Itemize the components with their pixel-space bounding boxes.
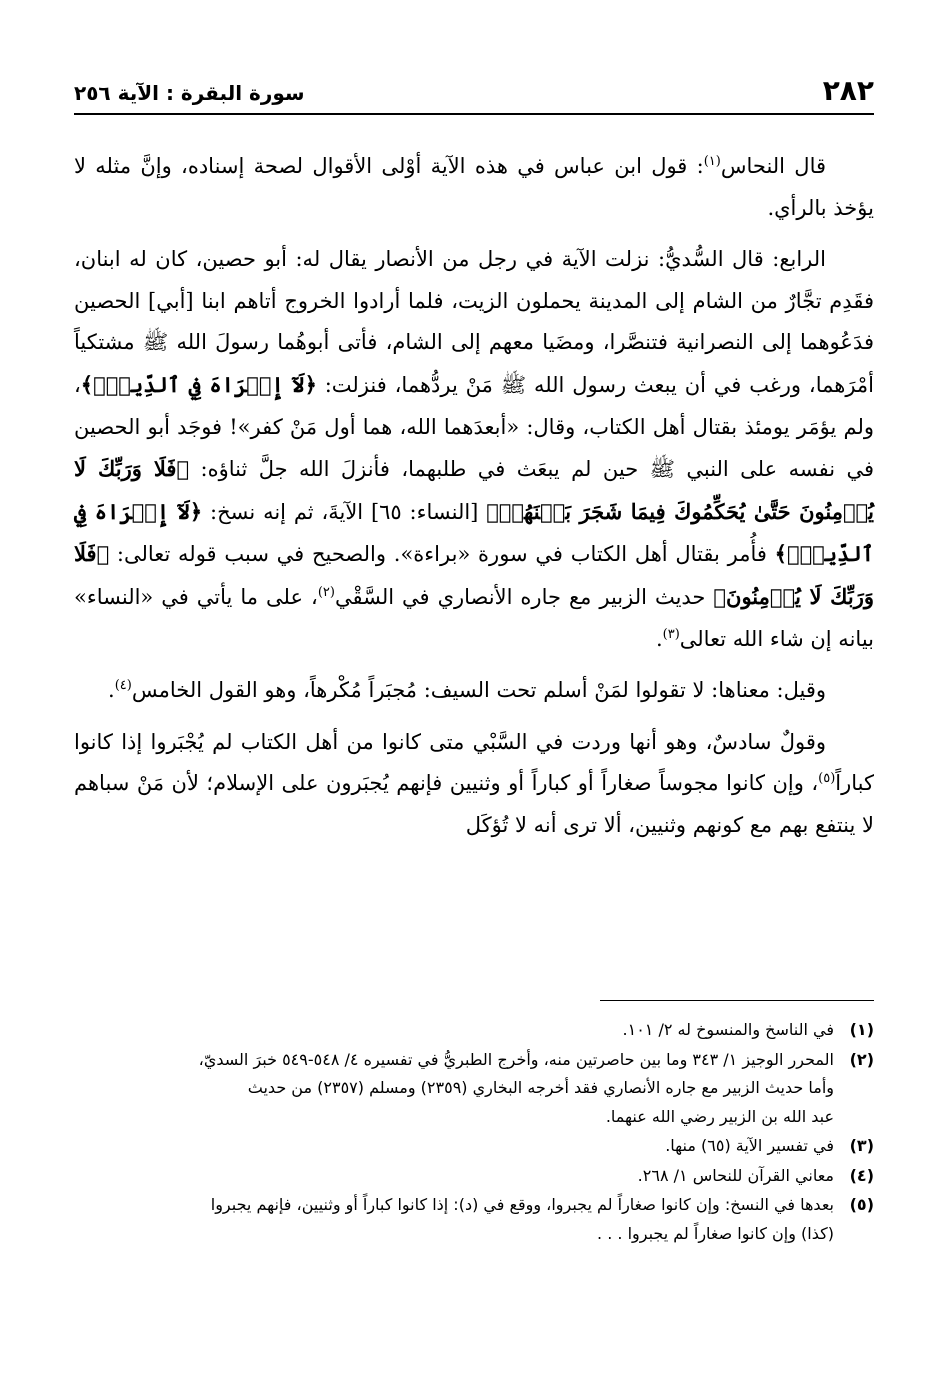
footnote-text [74,1162,834,1191]
footnote-ref-1: (١) [703,154,721,169]
footnote-separator [600,1000,874,1001]
footnote-text [74,1016,834,1045]
footnote-text [74,1046,834,1132]
footnote-text [74,1191,834,1248]
footnote-line: عبد الله بن الزبير رضي الله عنهما. [605,1106,834,1126]
footnote-1 [74,1016,874,1045]
paragraph-3 [74,670,874,712]
text-run: حديث الزبير مع جاره الأنصاري في السَّقْي [334,584,714,609]
footnote-ref-3: (٣) [662,626,680,642]
footnote-ref-4: (٤) [114,678,132,694]
page-header [74,68,874,108]
text-run: . [655,626,663,651]
footnote-number: (١) [849,1020,874,1039]
paragraph-2 [74,239,874,660]
footnote-text [74,1132,834,1161]
footnote-ref-5: (٥) [818,771,836,787]
text-run: [النساء: ٦٥] الآيةَ، ثم إنه نسخ: [202,499,487,524]
footnote-line: في تفسير الآية (٦٥) منها. [665,1136,834,1155]
footnote-4 [74,1162,874,1191]
footnote-line: بعدها في النسخ: وإن كانوا صغاراً لم يجبروا، ووقع في (د): إذا كانوا كباراً أو وثنيين، فإنهم يجبروا [210,1195,834,1214]
footnotes [74,1016,874,1249]
quran-quote: ﴿لَآ إِكۡرَاهَ فِي ٱلدِّينِۖ﴾ [80,371,317,397]
main-text [74,146,874,847]
text-run: ، على ما يأتي في «النساء» بيانه إن شاء الله تعالى [74,584,874,651]
footnote-line: (كذا) وإن كانوا صغاراً لم يجبروا . . . [597,1223,834,1243]
footnote-number: (٥) [849,1195,874,1214]
footnote-3 [74,1132,874,1161]
text-run: : قول ابن عباس في هذه الآية أوْلى الأقوال لصحة إسناده، وإنَّ مثله لا يؤخذ بالرأي. [74,154,874,220]
text-run: وقولٌ سادسٌ، وهو أنها وردت في السَّبْي متى كانوا من أهل الكتاب لم يُجْبَروا إذا كانوا كباراً [74,729,874,796]
quran-quote: ﴿لَآ إِكۡرَاهَ فِي ٱلدِّينِۖ﴾ [74,498,874,567]
text-run: ، ولم يؤمَر يومئذ بقتال أهل الكتاب، وقال: «أبعدَهما الله، هما أول مَنْ كفر»! فوجَد أبو الحصين في نفسه على النبي ﷺ حين لم يبعَث في طلبهما، فأنزلَ الله جلَّ ثناؤه: [74,372,874,482]
text-run: وقيل: معناها: لا تقولوا لمَنْ أسلم تحت السيف: مُجبَراً مُكْرهاً، وهو القول الخامس [131,678,826,703]
footnote-5 [74,1191,874,1248]
header-rule [74,113,874,115]
footnote-line: معاني القرآن للنحاس ١/ ٢٦٨. [637,1165,834,1185]
running-title: سورة البقرة : الآية ٢٥٦ [74,81,305,105]
text-run: الرابع: قال السُّديُّ: نزلت الآية في رجل من الأنصار يقال له: أبو حصين، كان له ابنان، فقَدِم تجَّارٌ من الشام إلى المدينة يحملون الزيت، فلما أرادوا الخروج أتاهم ابنا [أبي] الحصين فدَعُوهما إلى النصرانية فتنصَّرا، ومضَيا معهم إلى الشام، فأتى أبوهُما رسولَ الله ﷺ مشتكياً أمْرَهما، ورغب في أن يبعث رسول الله ﷺ مَنْ يردُّهما، فنزلت: [74,247,874,397]
page-number: ٢٨٢ [822,74,874,107]
text-run: فأُمر بقتال أهل الكتاب في سورة «براءة». والصحيح في سبب قوله تعالى: [109,542,775,567]
footnote-line: وأما حديث الزبير مع جاره الأنصاري فقد أخرجه البخاري (٢٣٥٩) ومسلم (٢٣٥٧) من حديث [247,1078,834,1097]
quran-quote: ﴿فَلَا وَرَبِّكَ لَا يُؤۡمِنُونَ حَتَّىٰ يُحَكِّمُوكَ فِيمَا شَجَرَ بَيۡنَهُمۡ﴾ [74,456,874,524]
footnote-line: في الناسخ والمنسوخ له ٢/ ١٠١. [622,1020,834,1039]
footnote-number: (٣) [849,1136,874,1155]
paragraph-1 [74,146,874,229]
footnote-line: المحرر الوجيز ١/ ٣٤٣ وما بين حاصرتين منه، وأخرج الطبريُّ في تفسيره ٤/ ٥٤٨-٥٤٩ خبرَ السديّ، [198,1049,834,1069]
text-run: . [108,678,115,703]
text-run: ، وإن كانوا مجوساً صغاراً أو كباراً أو وثنيين فإنهم يُجبَرون على الإسلام؛ لأن مَنْ سباهم لا ينتفع بهم مع كونهم وثنيين، ألا ترى أنه لا تُؤكَل [74,771,874,837]
quran-quote: ﴿فَلَا وَرَبِّكَ لَا يُؤۡمِنُونَ﴾ [74,541,874,609]
footnote-ref-2: (٢) [317,584,335,600]
paragraph-4 [74,722,874,847]
text-run: قال النحاس [720,154,827,178]
footnote-number: (٢) [849,1049,874,1069]
footnote-2 [74,1046,874,1132]
footnote-number: (٤) [849,1165,874,1185]
